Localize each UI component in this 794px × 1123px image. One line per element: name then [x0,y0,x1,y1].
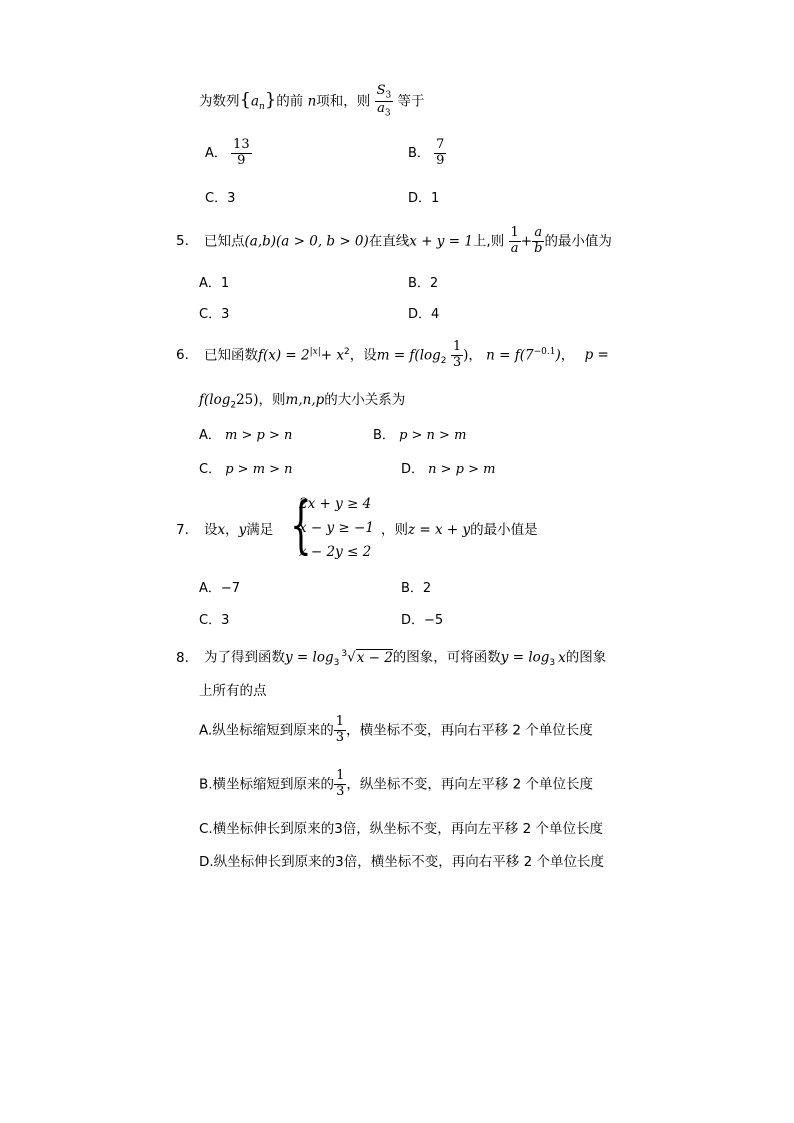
q8-number: 8. [176,649,189,666]
q7-number: 7. [176,522,189,538]
q8-option-a [199,715,593,746]
q5-option-c: C．3 [199,307,230,322]
q4-S-sub: 3 [385,90,392,101]
q5-option-d: D．4 [408,307,440,322]
q6-n-expr: n = f(7 [486,347,534,364]
q6-a-expr: m > p > n [225,428,293,443]
q5-number: 5. [176,233,189,250]
q8-log-base-2: 3 [549,658,556,669]
q8-a-post: ，横坐标不变，再向右平移 2 个单位长度 [346,722,593,739]
q4-a3: a [377,100,385,116]
q4-a-sub: 3 [384,108,391,119]
q5-f2-num: a [534,225,543,240]
q8-b-post: ，纵坐标不变，再向左平移 2 个单位长度 [346,776,594,793]
q7-option-b: B．2 [401,581,432,596]
q6-text-5: ，则 [258,392,286,408]
q5-plus: + [520,233,533,250]
q8-y2: y = log [500,649,550,666]
q6-c-expr: p > m > n [225,462,293,477]
q8-option-c: C.横坐标伸长到原来的3倍，纵坐标不变，再向左平移 2 个单位长度 [199,821,603,837]
q8-a-frac-den: 3 [335,729,345,745]
q5-text-2: 在直线 [368,233,410,250]
q4-a-den: 9 [237,152,246,168]
q7-ineq-3: x − 2y ≤ 2 [299,544,372,560]
q6-line2-expr: f(log [199,392,231,408]
q8-a-pre: A.纵坐标缩短到原来的 [199,722,334,739]
q6-x2: + x [320,347,344,364]
q6-frac-num: 1 [452,339,462,354]
q6-option-b [373,429,466,442]
q4-option-b [408,138,446,169]
q6-mnp: m,n,p [285,392,325,408]
q5-option-b: B．2 [408,276,439,291]
q8-option-d: D.纵坐标伸长到原来的3倍，横坐标不变，再向右平移 2 个单位长度 [199,854,604,870]
q7-text-2: 满足 [246,522,274,538]
q5-option-a: A．1 [199,276,230,291]
q6-text-1: 已知函数 [204,347,258,364]
q6-c-label: C． [199,462,222,477]
q6-b-expr: p > n > m [399,428,467,443]
q4-n: n [307,93,317,110]
q4-a-label: A． [205,145,227,161]
q6-stem-line2 [199,394,405,411]
q8-y1: y = log [285,649,334,666]
q8-stem-line2: 上所有的点 [199,683,267,699]
q7-option-d: D．−5 [401,613,444,628]
q8-stem-line1: 8. 为了得到函数$y = \log_3^3√x - 2$的图象，可将函数$y = \log_3 x$的图象 [176,649,607,669]
q5-text-3: 上,则 [472,233,505,250]
q4-a-num: 13 [233,137,250,152]
q6-text-2: ，设 [349,347,377,364]
q7-ineq-1: 2x + y ≥ 4 [299,496,372,512]
q6-exp: |x| [309,346,321,357]
q8-radicand: x − 2 [356,649,393,666]
q4-b-label: B． [408,145,430,161]
q5-f2-den: b [534,240,543,256]
q4-fraction [375,84,394,119]
q8-a-frac-num: 1 [335,714,345,729]
q4-b-num: 7 [436,137,445,152]
q7-option-c: C．3 [199,613,230,628]
q6-d-expr: n > p > m [428,462,496,477]
q5-text-4: 的最小值为 [544,233,612,250]
q4-option-c: C．3 [205,191,236,206]
q6-option-c [199,463,293,476]
q6-text-3: ， [468,347,482,364]
q7-stem-right [381,524,538,538]
q6-b-label: B． [373,428,395,443]
q6-line2-num: 25) [236,392,259,408]
q6-text-6: 的大小关系为 [324,392,406,408]
q6-fx: f(x) = 2 [258,347,310,364]
q4-b-den: 9 [436,152,445,168]
q4-text-4: 等于 [397,93,425,110]
q6-a-label: A． [199,428,221,443]
q7-comma: ， [225,522,239,538]
q4-option-d: D．1 [408,191,440,206]
q4-text-2: 的前 [276,93,304,110]
q6-p-eq: p = [584,347,609,364]
q5-text-1: 已知点 [204,233,245,250]
q8-b-frac-num: 1 [336,768,345,783]
q6-line2-base: 2 [230,400,237,411]
q4-stem: 为数列$\{a_n\}$的前 n项和，则 $\frac{S_3}{a_3}$ 等于 [199,83,425,119]
q7-y: y [238,522,247,538]
q6-frac-den: 3 [452,354,462,370]
q8-log-base-1: 3 [333,658,340,669]
q6-option-a [199,429,292,442]
q8-text-2: 的图象，可将函数 [392,649,501,666]
q7-ineq-2: x − y ≥ −1 [299,520,374,536]
q4-a: a [250,93,260,110]
q7-text-4: 的最小值是 [470,522,538,538]
q8-b-frac-den: 3 [336,783,345,799]
q7-text-1: 设 [204,522,218,538]
q4-text-1: 为数列 [199,93,240,110]
q6-close: ) [463,347,469,364]
q6-log-base: 2 [440,356,447,367]
q7-brace: { [290,488,312,561]
q6-stem-line1 [176,340,609,371]
q5-point: (a,b)(a > 0, b > 0) [244,233,369,250]
q8-text-1: 为了得到函数 [204,649,285,666]
q6-d-label: D． [401,462,425,477]
q5-line: x + y = 1 [409,233,473,250]
q8-root-index: 3 [341,649,348,659]
q7-x: x [217,522,226,538]
q5-stem [176,226,612,257]
q6-n-exp: −0.1 [533,346,556,357]
q5-f1-num: 1 [510,225,519,240]
q7-option-a: A．−7 [199,581,241,596]
q7-text-3: ，则 [381,522,408,538]
q5-f1-den: a [510,240,519,256]
q8-y2-x: x [558,649,566,666]
q6-number: 6. [176,347,189,364]
q4-S: S [376,83,386,98]
q6-n-close: ) [555,347,561,364]
q7-z: z = x + y [408,522,471,538]
q6-sq: 2 [344,346,350,357]
q7-stem-left [176,524,273,538]
q4-option-a [205,138,252,169]
q8-option-b [199,769,593,800]
q6-option-d [401,463,496,476]
q4-sub-n: n [259,102,265,113]
q8-b-pre: B.横坐标缩短到原来的 [199,776,335,793]
q4-text-3: 项和，则 [316,93,371,110]
q8-text-3: 的图象 [565,649,607,666]
q6-text-4: ， [560,347,575,364]
q6-m-expr: m = f(log [376,347,441,364]
